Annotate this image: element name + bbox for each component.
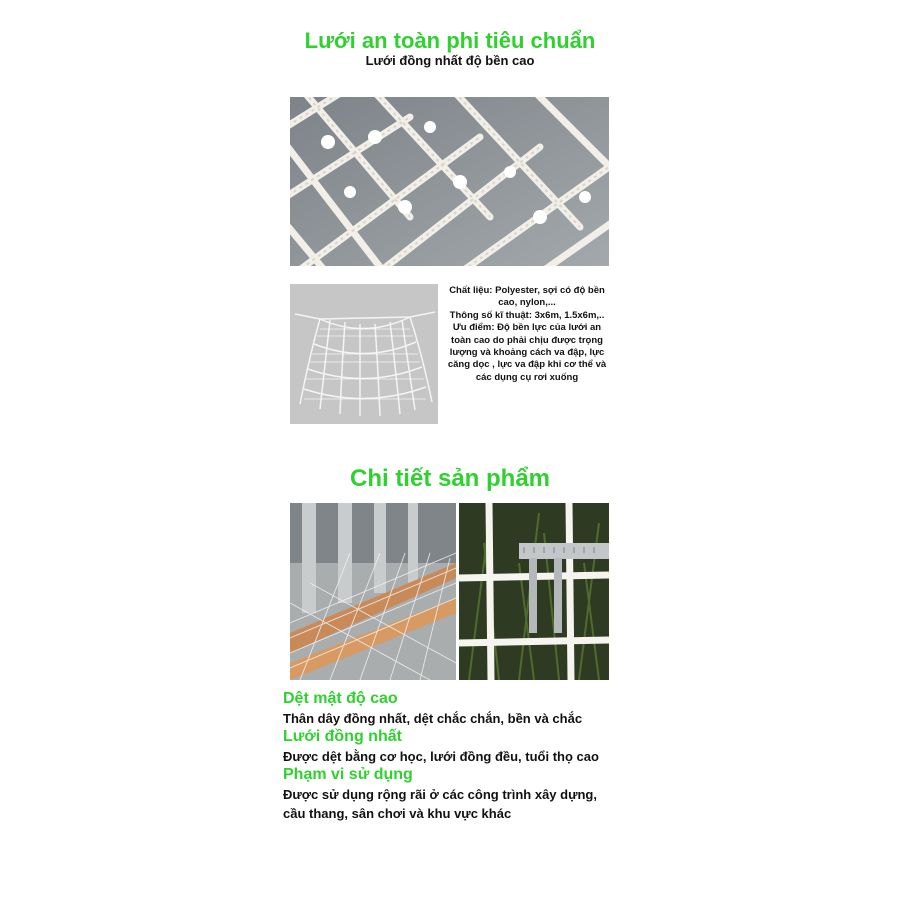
spec-line: Chất liệu: Polyester, sợi có độ bền [449, 285, 605, 296]
feature-text-line: Được sử dụng rộng rãi ở các công trình xây dựng, [283, 787, 597, 802]
section-title: Chi tiết sản phẩm [349, 465, 551, 492]
feature-heading-usage: Phạm vi sử dụng [283, 766, 413, 783]
net-hammock-photo [290, 284, 438, 424]
spec-line: toàn cao do phải chịu được trọng [451, 334, 603, 346]
net-closeup-photo [290, 97, 609, 266]
feature-text-uniform: Được dệt bằng cơ học, lưới đồng đều, tuổi thọ cao [283, 749, 599, 764]
page-title: Lưới an toàn phi tiêu chuẩn [304, 28, 596, 53]
spec-line: lượng và khoảng cách va đập, lực [449, 347, 605, 359]
page-subtitle: Lưới đồng nhất độ bền cao [365, 53, 535, 68]
feature-heading-density: Dệt mật độ cao [283, 690, 398, 707]
feature-text-density: Thân dây đồng nhất, dệt chắc chắn, bền và chắc [283, 711, 583, 726]
spec-line: Ưu điểm: Độ bền lực của lưới an [452, 322, 602, 334]
feature-text-line: cầu thang, sân chơi và khu vực khác [283, 806, 512, 821]
spec-line: các dụng cụ rơi xuống [475, 371, 579, 383]
installation-photo [290, 503, 456, 680]
spec-line: Thông số kĩ thuật: 3x6m, 1.5x6m,.. [449, 309, 605, 321]
spec-line: căng dọc , lực va đập khi cơ thể và [447, 359, 607, 371]
caliper-photo [459, 503, 609, 680]
feature-heading-uniform: Lưới đồng nhất [283, 728, 402, 745]
feature-text-usage [283, 785, 623, 823]
spec-line: cao, nylon,... [498, 297, 556, 309]
spec-text [442, 285, 612, 384]
